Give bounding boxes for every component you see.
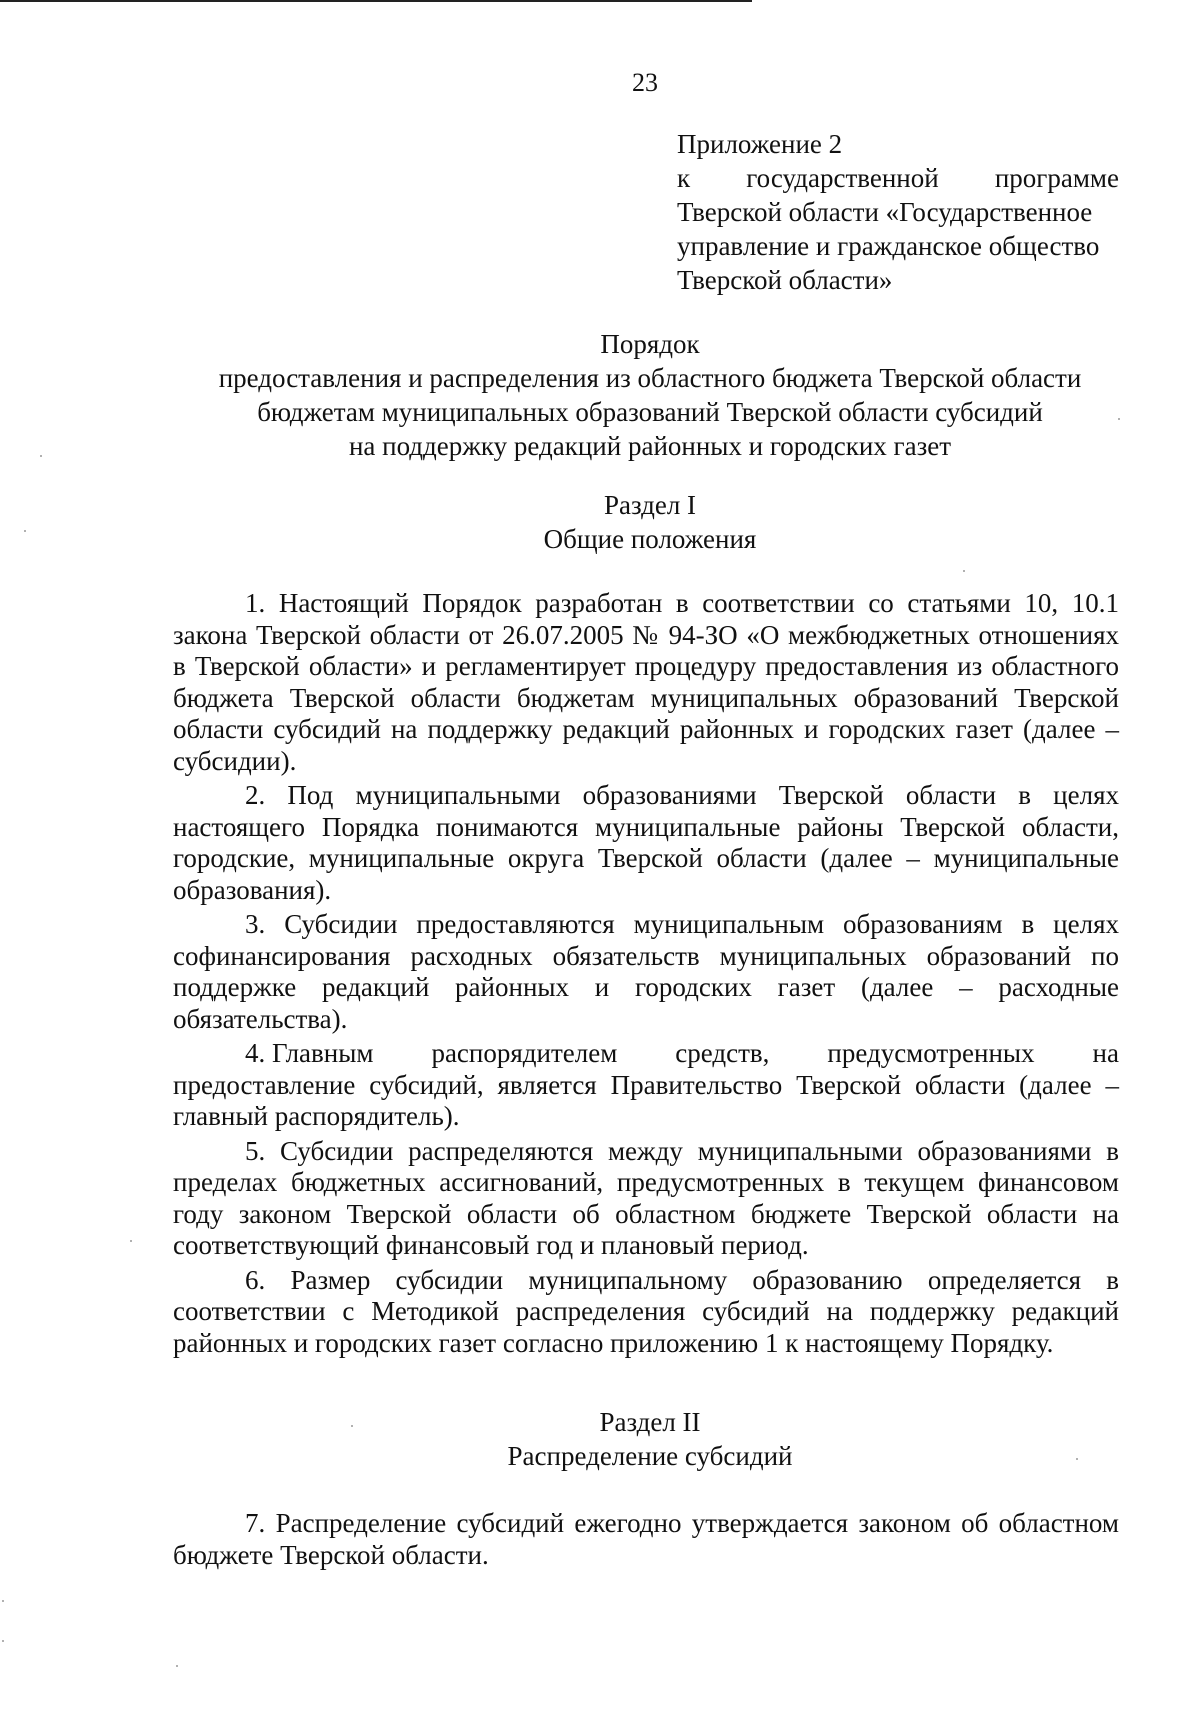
paragraph-4-first-line bbox=[173, 1038, 1119, 1070]
appendix-word: программе bbox=[994, 163, 1119, 193]
top-rule bbox=[0, 0, 752, 2]
paragraph-3: 3. Субсидии предоставляются муниципальным образованиям в целях софинансирования расходных обязательств муниципальных образований по поддержке редакций районных и городских газет (далее – расходные обязательства). bbox=[173, 909, 1119, 1034]
paragraph-5: 5. Субсидии распределяются между муниципальными образованиями в пределах бюджетных ассигнований, предусмотренных в текущем финансовом году законом Тверской области об областном бюджете Тверской области на соответствующий финансовый год и плановый период. bbox=[173, 1135, 1119, 1260]
title-line-1: Порядок bbox=[600, 329, 700, 359]
title-line-4: на поддержку редакций районных и городских газет bbox=[348, 431, 952, 461]
section-1-body bbox=[173, 588, 1119, 1362]
section-1-name: Общие положения bbox=[543, 524, 757, 554]
document-title bbox=[150, 327, 1150, 463]
appendix-line-5: Тверской области» bbox=[677, 265, 893, 295]
paragraph-4 bbox=[173, 1038, 1119, 1133]
scan-speck bbox=[1076, 1458, 1078, 1460]
scan-speck bbox=[351, 1425, 353, 1427]
section-1-label: Раздел I bbox=[603, 490, 697, 520]
title-line-3: бюджетам муниципальных образований Тверской области субсидий bbox=[257, 397, 1043, 427]
paragraph-1: 1. Настоящий Порядок разработан в соответствии со статьями 10, 10.1 закона Тверской области от 26.07.2005 № 94-ЗО «О межбюджетных отношениях в Тверской области» и регламентирует процедуру предоставления из областного бюджета Тверской области бюджетам муниципальных образований Тверской области субсидий на поддержку редакций районных и городских газет (далее – субсидии). bbox=[173, 588, 1119, 776]
scan-speck bbox=[40, 455, 42, 457]
p4-word: распорядителем bbox=[431, 1038, 618, 1068]
section-1-heading bbox=[150, 488, 1150, 556]
title-line-2: предоставления и распределения из областного бюджета Тверской области bbox=[218, 363, 1082, 393]
paragraph-2: 2. Под муниципальными образованиями Тверской области в целях настоящего Порядка понимаются муниципальные районы Тверской области, городские, муниципальные округа Тверской области (далее – муниципальные образования). bbox=[173, 780, 1119, 905]
section-2-label: Раздел II bbox=[599, 1407, 701, 1437]
scan-speck bbox=[2, 1640, 4, 1642]
scan-speck bbox=[1118, 418, 1120, 420]
appendix-line-3: Тверской области «Государственное bbox=[677, 197, 1093, 227]
appendix-line-1: Приложение 2 bbox=[677, 129, 843, 159]
p4-word: на bbox=[1092, 1038, 1119, 1068]
paragraph-6: 6. Размер субсидии муниципальному образованию определяется в соответствии с Методикой распределения субсидий на поддержку редакций районных и городских газет согласно приложению 1 к настоящему Порядку. bbox=[173, 1264, 1119, 1358]
p4-word: предусмотренных bbox=[827, 1038, 1035, 1068]
scan-speck bbox=[24, 530, 26, 532]
scan-speck bbox=[2, 1600, 4, 1602]
section-2-heading bbox=[150, 1405, 1150, 1473]
scan-speck bbox=[176, 1665, 178, 1667]
section-2-name: Распределение субсидий bbox=[507, 1441, 793, 1471]
page-number: 23 bbox=[632, 68, 658, 97]
p4-word: средств, bbox=[675, 1038, 770, 1068]
p4-word: 4. Главным bbox=[245, 1038, 374, 1068]
scan-speck bbox=[130, 1240, 132, 1242]
appendix-line-2 bbox=[677, 161, 1119, 195]
paragraph-4-rest: предоставление субсидий, является Правительство Тверской области (далее – главный распорядитель). bbox=[173, 1069, 1119, 1131]
appendix-word: к bbox=[677, 163, 691, 193]
appendix-word: государственной bbox=[746, 163, 939, 193]
scan-speck bbox=[963, 570, 965, 572]
paragraph-7: 7. Распределение субсидий ежегодно утверждается законом об областном бюджете Тверской области. bbox=[173, 1508, 1119, 1570]
appendix-block bbox=[677, 127, 1119, 297]
appendix-line-4: управление и гражданское общество bbox=[677, 231, 1100, 261]
section-2-body bbox=[173, 1508, 1119, 1574]
